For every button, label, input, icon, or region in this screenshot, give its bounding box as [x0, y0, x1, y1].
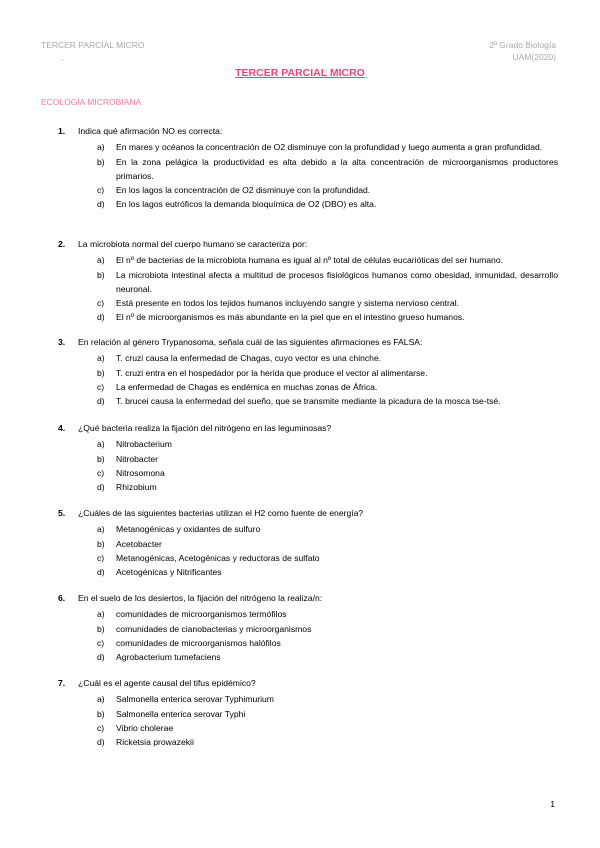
question-text: ¿Qué bacteria realiza la fijación del nitrógeno en las leguminosas? [78, 423, 332, 433]
option [58, 735, 558, 749]
option-letter: d) [97, 567, 105, 578]
option [58, 253, 558, 267]
option-letter: a) [97, 609, 105, 620]
option-letter: c) [97, 552, 105, 563]
option-letter: a) [97, 353, 105, 364]
header-left: TERCER PARCIAL MICRO [41, 40, 145, 50]
option [58, 466, 558, 480]
option-text: Vibrio cholerae [116, 722, 174, 733]
question-number: 6. [58, 593, 66, 603]
option-letter: b) [97, 367, 105, 378]
question-text: La microbiota normal del cuerpo humano se caracteriza por: [78, 239, 308, 249]
option [58, 636, 558, 650]
option-text: En mares y océanos la concentración de O2 disminuye con la profundidad y luego aumenta a gran profundidad. [116, 142, 543, 153]
option [58, 351, 558, 365]
option-text: comunidades de microorganismos halófilos [116, 637, 281, 648]
option [58, 537, 558, 551]
option-text: El nº de bacterias de la microbiota humana es igual al nº total de células eucarióticas del ser humano. [116, 255, 504, 266]
header-left-dash: - [61, 54, 64, 64]
option [58, 183, 558, 197]
question-1 [58, 124, 558, 212]
question-text: En relación al género Trypanosoma, señala cuál de las siguientes afirmaciones es FALSA: [78, 337, 423, 347]
option-letter: b) [97, 269, 105, 280]
question-6 [58, 591, 558, 664]
option-letter: c) [97, 298, 105, 309]
option [58, 692, 558, 706]
option [58, 452, 558, 466]
option [58, 707, 558, 721]
option-text: Nitrobacterium [116, 439, 172, 450]
option-letter: c) [97, 185, 105, 196]
option-letter: d) [97, 737, 105, 748]
question-number: 3. [58, 337, 66, 347]
option [58, 650, 558, 664]
option [58, 437, 558, 451]
option-text: En los lagos la concentración de O2 disminuye con la profundidad. [116, 185, 371, 196]
option-text: Metanogénicas, Acetogénicas y reductoras de sulfato [116, 552, 320, 563]
option [58, 380, 558, 394]
option [58, 721, 558, 735]
question-2 [58, 237, 558, 325]
page-number: 1 [550, 799, 555, 809]
option [58, 565, 558, 579]
option-letter: c) [97, 722, 105, 733]
header-right-line2: UAM(2020) [512, 52, 556, 62]
document-title: TERCER PARCIAL MICRO [235, 67, 365, 79]
option [58, 622, 558, 636]
option-text: Salmonella enterica serovar Typhimurium [116, 694, 274, 705]
header-right-line1: 2º Grado Biología [489, 40, 556, 50]
option [58, 366, 558, 380]
option-letter: d) [97, 396, 105, 407]
question-text: En el suelo de los desiertos, la fijación del nitrógeno la realiza/n: [78, 593, 323, 603]
option [58, 268, 558, 297]
option-letter: d) [97, 652, 105, 663]
header-right [489, 39, 556, 63]
question-4 [58, 421, 558, 494]
option [58, 197, 558, 211]
option-text: Ricketsia prowazekii [116, 737, 194, 748]
option-letter: d) [97, 482, 105, 493]
option-text: El nº de microorganismos es más abundante en la piel que en el intestino grueso humanos. [116, 312, 465, 323]
option-text: Acetobacter [116, 538, 162, 549]
option-letter: d) [97, 312, 105, 323]
option-text: Está presente en todos los tejidos humanos incluyendo sangre y sistema nervioso central. [116, 298, 459, 309]
option-text: Metanogénicas y oxidantes de sulfuro [116, 524, 261, 535]
option-letter: d) [97, 199, 105, 210]
option-letter: b) [97, 538, 105, 549]
option-text: Nitrosomona [116, 467, 165, 478]
option-text: Rhizobium [116, 482, 157, 493]
option-text: Agrobacterium tumefaciens [116, 652, 221, 663]
option-letter: c) [97, 381, 105, 392]
question-text: ¿Cuáles de las siguientes bacterias utilizan el H2 como fuente de energía? [78, 508, 364, 518]
option-letter: b) [97, 708, 105, 719]
question-number: 2. [58, 239, 66, 249]
question-3 [58, 335, 558, 408]
option-text: T. brucei causa la enfermedad del sueño, que se transmite mediante la picadura de la mosca tse-tsé. [116, 396, 501, 407]
option-text: La enfermedad de Chagas es endémica en muchas zonas de África. [116, 381, 378, 392]
option [58, 522, 558, 536]
option [58, 296, 558, 310]
section-heading: ECOLOGÍA MICROBIANA [41, 97, 142, 107]
option [58, 155, 558, 184]
question-number: 4. [58, 423, 66, 433]
option [58, 480, 558, 494]
option-letter: c) [97, 637, 105, 648]
option-text: comunidades de cianobacterias y microorganismos [116, 623, 312, 634]
option-letter: a) [97, 524, 105, 535]
question-number: 5. [58, 508, 66, 518]
option-letter: a) [97, 255, 105, 266]
option-letter: b) [97, 623, 105, 634]
question-text: ¿Cuál es el agente causal del tifus epidémico? [78, 678, 256, 688]
option-text: Nitrobacter [116, 453, 159, 464]
option-letter: a) [97, 142, 105, 153]
option [58, 140, 558, 154]
option-text: En los lagos eutróficos la demanda bioquímica de O2 (DBO) es alta. [116, 199, 377, 210]
option-text: En la zona pelágica la productividad es alta debido a la alta concentración de microorganismos productores primarios. [116, 156, 558, 181]
option-letter: a) [97, 439, 105, 450]
option-text: La microbiota intestinal afecta a multitud de procesos fisiológicos humanos como obesidad, inmunidad, desarrollo neuronal. [116, 269, 558, 294]
option [58, 607, 558, 621]
option-text: comunidades de microorganismos termófilos [116, 609, 287, 620]
question-number: 1. [58, 126, 66, 136]
option-text: T. cruzi causa la enfermedad de Chagas, cuyo vector es una chinche. [116, 353, 382, 364]
question-5 [58, 506, 558, 579]
option [58, 394, 558, 408]
option-text: Acetogénicas y Nitrificantes [116, 567, 222, 578]
option-letter: b) [97, 453, 105, 464]
question-7 [58, 676, 558, 749]
option-text: T. cruzi entra en el hospedador por la herida que produce el vector al alimentarse. [116, 367, 428, 378]
option-letter: a) [97, 694, 105, 705]
question-number: 7. [58, 678, 66, 688]
option-letter: c) [97, 467, 105, 478]
option-letter: b) [97, 156, 105, 167]
question-text: Indica qué afirmación NO es correcta: [78, 126, 223, 136]
option-text: Salmonella enterica serovar Typhi [116, 708, 246, 719]
option [58, 310, 558, 324]
option [58, 551, 558, 565]
